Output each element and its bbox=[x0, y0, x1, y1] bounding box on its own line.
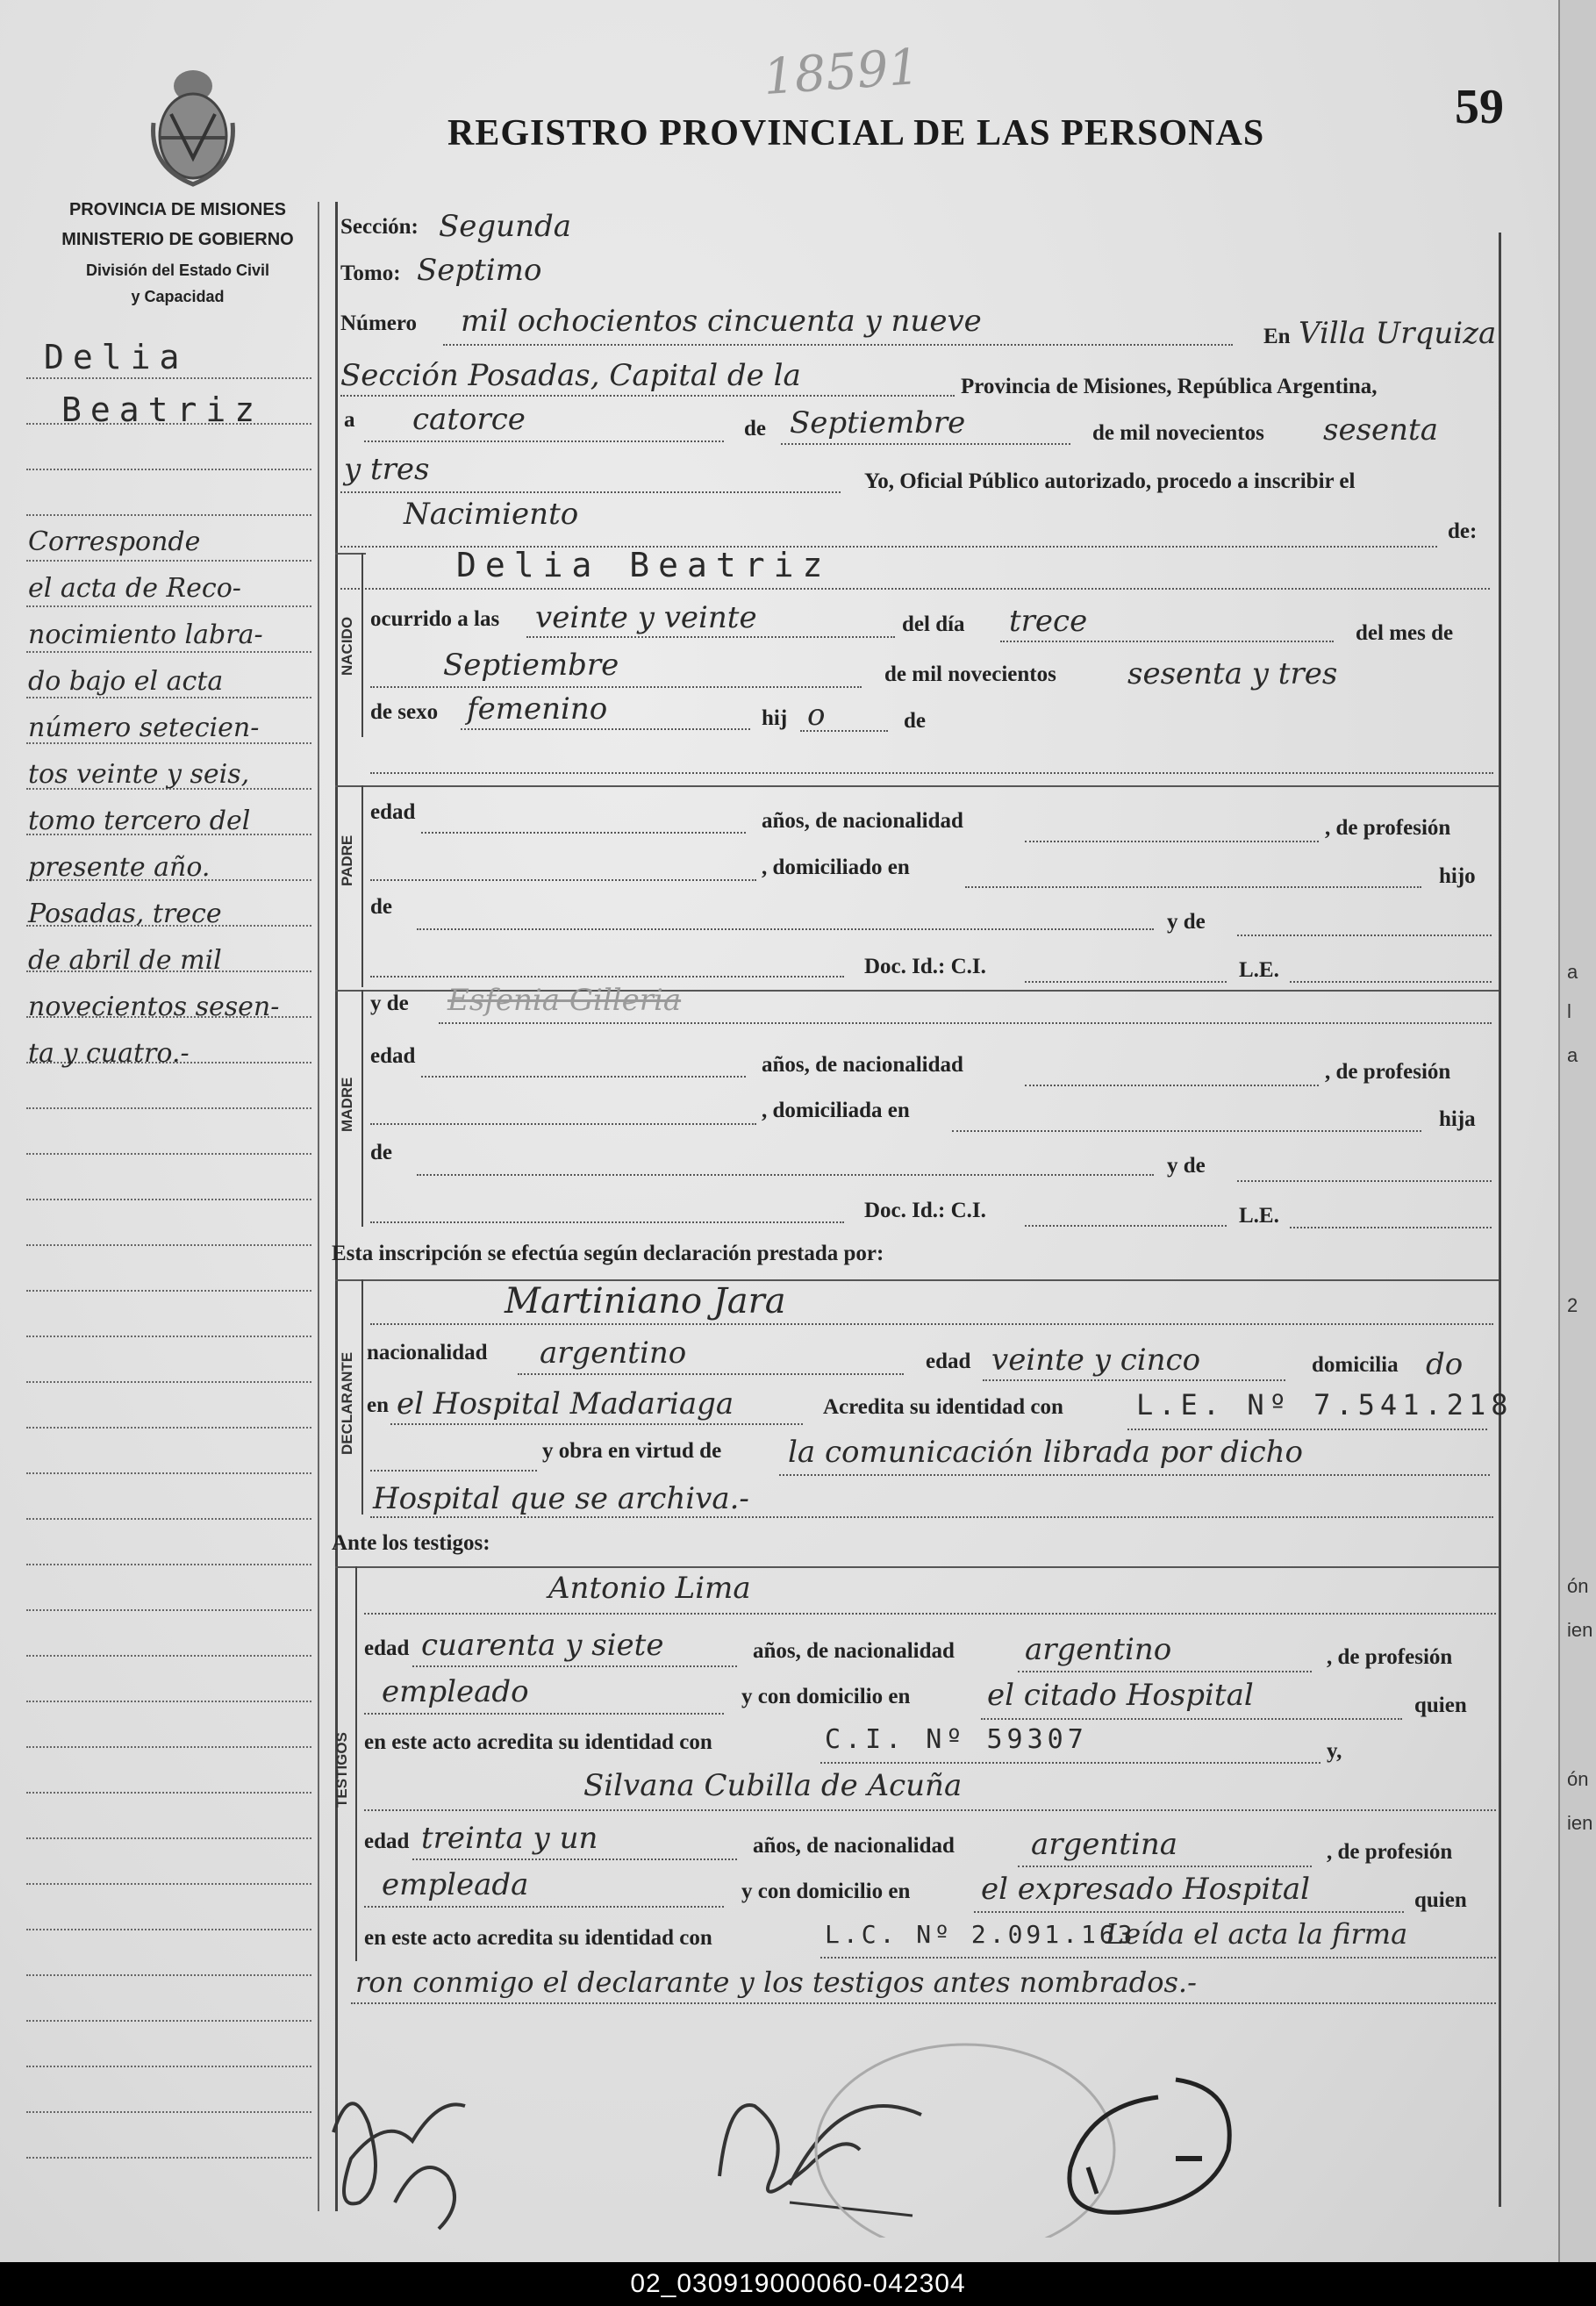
oficial-text: Yo, Oficial Público autorizado, procedo a inscribir el bbox=[864, 469, 1356, 493]
testigo2-edad-value: treinta y un bbox=[421, 1821, 598, 1856]
testigo1-acredita-label: en este acto acredita su identidad con bbox=[364, 1730, 712, 1754]
strip-text-7: ón bbox=[1567, 1768, 1589, 1790]
hora-value: veinte y veinte bbox=[535, 600, 757, 635]
margin-name-1: Delia bbox=[44, 338, 189, 376]
testigo1-domicilio-value: el citado Hospital bbox=[987, 1678, 1254, 1713]
del-dia-label: del día bbox=[902, 612, 965, 636]
padre-doc-label: Doc. Id.: C.I. bbox=[864, 955, 986, 978]
margin-note-line: do bajo el acta bbox=[28, 666, 224, 697]
margin-ruled-line bbox=[26, 377, 311, 379]
registry-number-stamp: 18591 bbox=[761, 38, 922, 107]
margin-name-2: Beatriz bbox=[61, 390, 264, 429]
del-mes-label: del mes de bbox=[1356, 621, 1454, 645]
cierre-line-1: Leída el acta la firma bbox=[1106, 1917, 1408, 1951]
margin-ruled-line bbox=[26, 1655, 311, 1657]
cierre-line-2: ron conmigo el declarante y los testigos antes nombrados.- bbox=[355, 1966, 1197, 1999]
nacido-section-label: NACIDO bbox=[339, 616, 355, 676]
margin-ruled-line bbox=[26, 1518, 311, 1520]
testigo-y-label: y, bbox=[1327, 1739, 1342, 1763]
form-right-border bbox=[1499, 233, 1501, 2207]
province-name: PROVINCIA DE MISIONES bbox=[68, 200, 287, 219]
margin-ruled-line bbox=[26, 1746, 311, 1748]
margin-ruled-line bbox=[26, 560, 311, 562]
margin-ruled-line bbox=[26, 1883, 311, 1885]
padre-de-label: de bbox=[370, 895, 392, 919]
anio-nacimiento-value: sesenta y tres bbox=[1127, 656, 1338, 691]
madre-y-de-label: y de bbox=[370, 992, 409, 1015]
margin-note-line: Posadas, trece bbox=[28, 899, 222, 929]
padre-hijo-label: hijo bbox=[1439, 864, 1476, 888]
testigo2-domicilio-label: y con domicilio en bbox=[741, 1880, 911, 1903]
ministry-name: MINISTERIO DE GOBIERNO bbox=[61, 230, 294, 249]
testigo1-nombre: Antonio Lima bbox=[548, 1571, 751, 1606]
strip-text-4: 2 bbox=[1567, 1294, 1578, 1316]
margin-ruled-line bbox=[26, 2020, 311, 2022]
margin-ruled-line bbox=[26, 1472, 311, 1474]
madre-de-label: de bbox=[370, 1141, 392, 1164]
declarante-virtud-value-2: Hospital que se archiva.- bbox=[373, 1481, 749, 1516]
margin-note-line: ta y cuatro.- bbox=[28, 1038, 190, 1069]
margin-note-line: Corresponde bbox=[28, 526, 201, 557]
padre-le-label: L.E. bbox=[1239, 958, 1279, 982]
margin-ruled-line bbox=[26, 2111, 311, 2113]
margin-ruled-line bbox=[26, 2157, 311, 2159]
mes-nacimiento-value: Septiembre bbox=[443, 648, 619, 683]
margin-ruled-line bbox=[26, 1381, 311, 1383]
padre-edad-label: edad bbox=[370, 800, 416, 824]
de-colon-label: de: bbox=[1448, 519, 1478, 543]
margin-ruled-line bbox=[26, 1427, 311, 1429]
declarante-domicilia-label: domicilia bbox=[1312, 1353, 1399, 1377]
strip-text-8: ien bbox=[1567, 1812, 1593, 1834]
madre-le-label: L.E. bbox=[1239, 1204, 1279, 1228]
de-label: de bbox=[744, 417, 766, 440]
strip-text-5: ón bbox=[1567, 1575, 1589, 1597]
margin-note-line: de abril de mil bbox=[28, 945, 222, 976]
margin-note-line: el acta de Reco- bbox=[28, 573, 241, 604]
dia-nacimiento-value: trece bbox=[1009, 604, 1088, 639]
declarante-intro: Esta inscripción se efectúa según declaración prestada por: bbox=[332, 1242, 884, 1265]
division-line-2: y Capacidad bbox=[131, 288, 225, 305]
testigo2-profesion-value: empleada bbox=[382, 1867, 529, 1902]
madre-hija-label: hija bbox=[1439, 1107, 1476, 1131]
signatures-graphic bbox=[316, 2027, 1369, 2238]
anio-nacimiento-label: de mil novecientos bbox=[884, 662, 1056, 686]
testigo2-quien-label: quien bbox=[1414, 1888, 1467, 1912]
division-line-1: División del Estado Civil bbox=[85, 261, 270, 279]
madre-domiciliada-label: , domiciliada en bbox=[762, 1099, 910, 1122]
margin-note-line: tos veinte y seis, bbox=[28, 759, 250, 790]
margin-note-line: nocimiento labra- bbox=[28, 619, 263, 650]
testigo1-domicilio-label: y con domicilio en bbox=[741, 1685, 911, 1708]
declarante-edad-value: veinte y cinco bbox=[991, 1343, 1201, 1378]
margin-note-line: novecientos sesen- bbox=[28, 992, 280, 1022]
margin-ruled-line bbox=[26, 1290, 311, 1292]
margin-ruled-line bbox=[26, 651, 311, 653]
testigo1-quien-label: quien bbox=[1414, 1694, 1467, 1717]
declarante-documento-value: L.E. Nº 7.541.218 bbox=[1136, 1388, 1514, 1422]
tomo-value: Septimo bbox=[417, 253, 542, 288]
seccion-value: Segunda bbox=[439, 209, 572, 244]
madre-doc-label: Doc. Id.: C.I. bbox=[864, 1199, 986, 1222]
margin-ruled-line bbox=[26, 2066, 311, 2067]
en-label: En bbox=[1263, 325, 1291, 348]
dia-value: catorce bbox=[412, 402, 526, 437]
margin-ruled-line bbox=[26, 1974, 311, 1976]
declarante-nacionalidad-label: nacionalidad bbox=[367, 1341, 488, 1364]
margin-ruled-line bbox=[26, 1701, 311, 1702]
testigos-section-label: TESTIGOS bbox=[333, 1732, 350, 1808]
testigo1-profesion-value: empleado bbox=[382, 1674, 529, 1709]
madre-anios-label: años, de nacionalidad bbox=[762, 1053, 963, 1077]
declarante-en-label: en bbox=[367, 1393, 389, 1417]
hij-value: o bbox=[807, 698, 826, 733]
strip-text-6: ien bbox=[1567, 1619, 1593, 1641]
declarante-virtud-value: la comunicación librada por dicho bbox=[788, 1435, 1303, 1470]
numero-label: Número bbox=[340, 312, 418, 335]
margin-ruled-line bbox=[26, 1792, 311, 1794]
margin-ruled-line bbox=[26, 1336, 311, 1337]
madre-section-label: MADRE bbox=[339, 1077, 355, 1132]
margin-divider bbox=[318, 202, 319, 2211]
anio-label: de mil novecientos bbox=[1092, 421, 1264, 445]
declarante-domicilio-value: el Hospital Madariaga bbox=[397, 1386, 734, 1422]
testigo1-nacionalidad-value: argentino bbox=[1025, 1632, 1172, 1667]
padre-anios-label: años, de nacionalidad bbox=[762, 809, 963, 833]
tomo-label: Tomo: bbox=[340, 261, 401, 285]
testigo1-edad-label: edad bbox=[364, 1636, 410, 1660]
page-number: 59 bbox=[1455, 80, 1504, 134]
testigo1-doc-value: C.I. Nº 59307 bbox=[825, 1724, 1088, 1755]
margin-note-line: tomo tercero del bbox=[28, 806, 251, 836]
margin-ruled-line bbox=[26, 1153, 311, 1155]
testigo2-domicilio-value: el expresado Hospital bbox=[981, 1872, 1311, 1907]
madre-edad-label: edad bbox=[370, 1044, 416, 1068]
margin-ruled-line bbox=[26, 1199, 311, 1200]
testigo2-nombre: Silvana Cubilla de Acuña bbox=[583, 1768, 963, 1803]
madre-nombre-struck: Esfenia Gilleria bbox=[447, 983, 682, 1018]
seccion-label: Sección: bbox=[340, 215, 419, 239]
margin-ruled-line bbox=[26, 1244, 311, 1246]
margin-ruled-line bbox=[26, 697, 311, 698]
en-value: Villa Urquiza bbox=[1299, 316, 1497, 351]
strip-text-2: l bbox=[1567, 1000, 1571, 1022]
margin-ruled-line bbox=[26, 514, 311, 516]
a-label: a bbox=[344, 408, 355, 432]
testigo1-profesion-label: , de profesión bbox=[1327, 1645, 1453, 1669]
padre-domiciliado-label: , domiciliado en bbox=[762, 856, 910, 879]
form-left-border bbox=[335, 202, 338, 2211]
padre-section-label: PADRE bbox=[339, 834, 355, 886]
sexo-value: femenino bbox=[467, 691, 608, 727]
margin-ruled-line bbox=[26, 469, 311, 470]
testigo2-anios-label: años, de nacionalidad bbox=[753, 1834, 955, 1858]
margin-ruled-line bbox=[26, 1929, 311, 1930]
acto-value: Nacimiento bbox=[404, 497, 579, 532]
margin-ruled-line bbox=[26, 605, 311, 607]
declarante-nombre: Martiniano Jara bbox=[505, 1281, 786, 1321]
declarante-edad-label: edad bbox=[926, 1350, 971, 1373]
testigo1-anios-label: años, de nacionalidad bbox=[753, 1639, 955, 1663]
margin-ruled-line bbox=[26, 1609, 311, 1611]
nombre-value: Delia Beatriz bbox=[456, 546, 832, 584]
numero-value: mil ochocientos cincuenta y nueve bbox=[461, 304, 982, 339]
declarante-section-label: DECLARANTE bbox=[339, 1351, 355, 1455]
margin-ruled-line bbox=[26, 1837, 311, 1839]
testigo2-edad-label: edad bbox=[364, 1830, 410, 1853]
anio-value: sesenta bbox=[1323, 412, 1438, 448]
mes-value: Septiembre bbox=[790, 405, 966, 440]
margin-ruled-line bbox=[26, 1107, 311, 1109]
testigo1-edad-value: cuarenta y siete bbox=[421, 1628, 664, 1663]
declarante-acredita-label: Acredita su identidad con bbox=[823, 1395, 1063, 1419]
testigo2-profesion-label: , de profesión bbox=[1327, 1840, 1453, 1864]
testigos-intro: Ante los testigos: bbox=[332, 1531, 490, 1555]
adjacent-page-strip bbox=[1558, 0, 1596, 2262]
testigo2-nacionalidad-value: argentina bbox=[1031, 1827, 1178, 1862]
testigo2-acredita-label: en este acto acredita su identidad con bbox=[364, 1926, 712, 1950]
testigo2-doc-value: L.C. Nº 2.091.163 bbox=[825, 1920, 1136, 1949]
declarante-domicilia-suffix: do bbox=[1426, 1347, 1464, 1382]
nacido-de-label: de bbox=[904, 709, 926, 733]
padre-y-de-label: y de bbox=[1167, 910, 1206, 934]
provincia-text: Provincia de Misiones, República Argentina, bbox=[961, 375, 1378, 398]
anio-value-continued: y tres bbox=[344, 452, 430, 487]
declarante-virtud-label: y obra en virtud de bbox=[542, 1439, 722, 1463]
coat-of-arms-icon bbox=[145, 61, 241, 193]
image-code-footer: 02_030919000060-042304 bbox=[0, 2262, 1596, 2306]
padre-profesion-label: , de profesión bbox=[1325, 816, 1451, 840]
ocurrido-label: ocurrido a las bbox=[370, 607, 500, 631]
strip-text-1: a bbox=[1567, 961, 1578, 983]
strip-text-3: a bbox=[1567, 1044, 1578, 1066]
seccion-line-value: Sección Posadas, Capital de la bbox=[340, 358, 801, 393]
sexo-label: de sexo bbox=[370, 700, 439, 724]
margin-ruled-line bbox=[26, 1564, 311, 1565]
margin-note-line: número setecien- bbox=[28, 713, 260, 743]
margin-note-line: presente año. bbox=[28, 852, 211, 883]
page-title: REGISTRO PROVINCIAL DE LAS PERSONAS bbox=[447, 113, 1265, 154]
declarante-nacionalidad-value: argentino bbox=[540, 1336, 687, 1371]
madre-y-de-label-2: y de bbox=[1167, 1154, 1206, 1178]
hij-label: hij bbox=[762, 706, 788, 730]
madre-profesion-label: , de profesión bbox=[1325, 1060, 1451, 1084]
